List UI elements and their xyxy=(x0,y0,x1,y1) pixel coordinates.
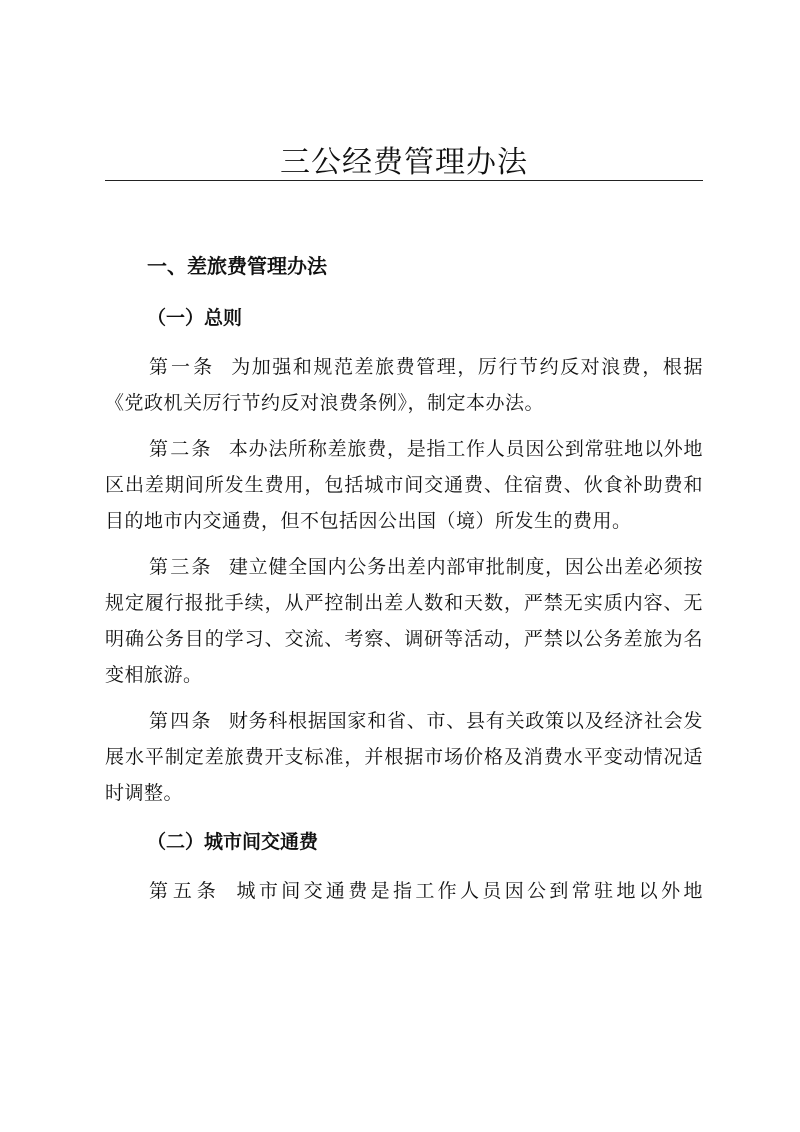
document-body xyxy=(105,245,703,909)
article-label: 第三条 xyxy=(149,556,213,578)
article-2 xyxy=(105,431,703,539)
article-label: 第二条 xyxy=(149,438,213,460)
article-text: 建立健全国内公务出差内部审批制度，因公出差必须按规定履行报批手续，从严控制出差人数和天数，严禁无实质内容、无明确公务目的学习、交流、考察、调研等活动，严禁以公务差旅为名变相旅游。 xyxy=(105,556,703,686)
subsection-heading-intercity-transport: （二）城市间交通费 xyxy=(147,831,319,853)
article-text: 本办法所称差旅费，是指工作人员因公到常驻地以外地区出差期间所发生费用，包括城市间交通费、住宿费、伙食补助费和目的地市内交通费，但不包括因公出国（境）所发生的费用。 xyxy=(105,438,703,532)
article-1 xyxy=(105,349,703,421)
article-label: 第四条 xyxy=(149,710,213,732)
section-heading-travel-expenses: 一、差旅费管理办法 xyxy=(147,254,327,278)
article-text: 财务科根据国家和省、市、县有关政策以及经济社会发展水平制定差旅费开支标准，并根据市场价格及消费水平变动情况适时调整。 xyxy=(105,710,703,804)
article-4 xyxy=(105,703,703,811)
article-3 xyxy=(105,549,703,693)
article-text: 为加强和规范差旅费管理，厉行节约反对浪费，根据《党政机关厉行节约反对浪费条例》，制定本办法。 xyxy=(105,356,703,414)
document-title: 三公经费管理办法 xyxy=(280,145,528,180)
article-label: 第一条 xyxy=(149,356,216,378)
article-5 xyxy=(105,873,703,909)
article-text: 城市间交通费是指工作人员因公到常驻地以外地 xyxy=(236,880,703,902)
subsection-heading-general: （一）总则 xyxy=(147,307,243,329)
title-underline xyxy=(105,180,703,181)
article-label: 第五条 xyxy=(149,880,221,902)
